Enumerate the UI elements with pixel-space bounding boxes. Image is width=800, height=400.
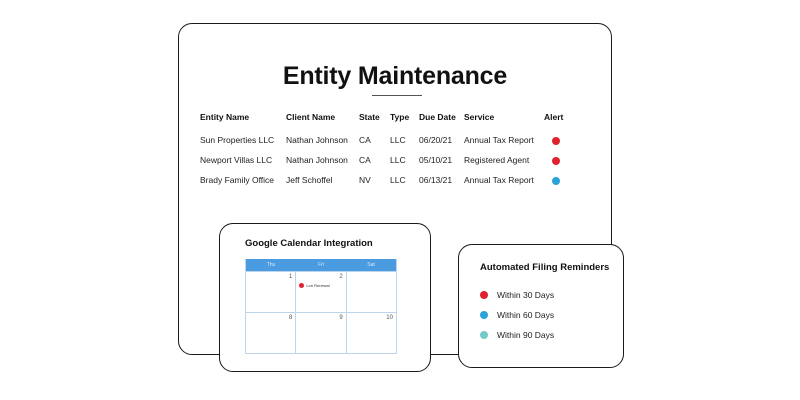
calendar-day-cell[interactable] bbox=[246, 272, 295, 312]
alert-status-dot bbox=[552, 137, 560, 145]
reminder-dot-icon bbox=[480, 291, 488, 299]
event-label: Lori Renewal bbox=[306, 283, 330, 288]
calendar-grid bbox=[245, 259, 397, 354]
entity-name-cell: Brady Family Office bbox=[200, 175, 275, 185]
day-number: 10 bbox=[386, 315, 393, 321]
reminder-dot-icon bbox=[480, 331, 488, 339]
state-cell: CA bbox=[359, 155, 371, 165]
column-header-client-name[interactable]: Client Name bbox=[286, 112, 336, 122]
reminder-dot-icon bbox=[480, 311, 488, 319]
calendar-weekday-header bbox=[246, 259, 396, 271]
filing-reminders-card bbox=[458, 244, 624, 368]
table-row[interactable] bbox=[200, 130, 574, 150]
calendar-integration-card bbox=[219, 223, 431, 372]
column-header-type[interactable]: Type bbox=[390, 112, 410, 122]
day-number: 1 bbox=[288, 274, 293, 280]
calendar-week-row bbox=[246, 312, 396, 353]
alert-cell bbox=[544, 170, 574, 190]
state-cell: CA bbox=[359, 135, 371, 145]
column-header-due-date[interactable]: Due Date bbox=[419, 112, 456, 122]
calendar-week-row bbox=[246, 271, 396, 312]
table-row[interactable] bbox=[200, 150, 574, 170]
state-cell: NV bbox=[359, 175, 371, 185]
client-name-cell: Nathan Johnson bbox=[286, 155, 348, 165]
reminder-item-30-days bbox=[480, 290, 554, 300]
column-header-entity-name[interactable]: Entity Name bbox=[200, 112, 250, 122]
column-header-state[interactable]: State bbox=[359, 112, 380, 122]
day-number: 8 bbox=[288, 315, 293, 321]
weekday-label: Thu bbox=[266, 262, 276, 268]
client-name-cell: Jeff Schoffel bbox=[286, 175, 333, 185]
alert-status-dot bbox=[552, 177, 560, 185]
type-cell: LLC bbox=[390, 155, 406, 165]
calendar-day-cell[interactable] bbox=[346, 313, 396, 353]
reminders-title: Automated Filing Reminders bbox=[480, 262, 610, 273]
reminder-label: Within 90 Days bbox=[497, 330, 555, 340]
table-header-row bbox=[200, 112, 574, 130]
client-name-cell: Nathan Johnson bbox=[286, 135, 348, 145]
column-header-alert[interactable]: Alert bbox=[544, 112, 564, 122]
calendar-title: Google Calendar Integration bbox=[245, 238, 373, 249]
due-date-cell: 05/10/21 bbox=[419, 155, 453, 165]
title-divider bbox=[372, 95, 422, 96]
day-number: 2 bbox=[339, 274, 343, 280]
reminder-label: Within 30 Days bbox=[497, 290, 555, 300]
reminder-item-90-days bbox=[480, 330, 554, 340]
type-cell: LLC bbox=[390, 175, 406, 185]
entity-name-cell: Newport Villas LLC bbox=[200, 155, 273, 165]
weekday-label: Fri bbox=[318, 262, 324, 268]
column-header-service[interactable]: Service bbox=[464, 112, 495, 122]
calendar-day-cell[interactable] bbox=[246, 313, 295, 353]
day-number: 9 bbox=[339, 315, 343, 321]
reminder-item-60-days bbox=[480, 310, 554, 320]
event-dot-icon bbox=[299, 283, 304, 288]
type-cell: LLC bbox=[390, 135, 406, 145]
due-date-cell: 06/20/21 bbox=[419, 135, 453, 145]
due-date-cell: 06/13/21 bbox=[419, 175, 453, 185]
calendar-day-cell[interactable] bbox=[346, 272, 396, 312]
page-title: Entity Maintenance bbox=[282, 62, 508, 90]
service-cell: Registered Agent bbox=[464, 155, 530, 165]
service-cell: Annual Tax Report bbox=[464, 135, 534, 145]
calendar-day-cell[interactable] bbox=[295, 313, 345, 353]
calendar-event[interactable] bbox=[299, 283, 329, 288]
table-row[interactable] bbox=[200, 170, 574, 190]
alert-cell bbox=[544, 150, 574, 170]
entity-name-cell: Sun Properties LLC bbox=[200, 135, 275, 145]
entity-table bbox=[200, 112, 574, 190]
service-cell: Annual Tax Report bbox=[464, 175, 534, 185]
reminder-label: Within 60 Days bbox=[497, 310, 555, 320]
calendar-day-cell[interactable] bbox=[295, 272, 345, 312]
alert-cell bbox=[544, 130, 574, 150]
weekday-label: Sat bbox=[367, 262, 375, 268]
alert-status-dot bbox=[552, 157, 560, 165]
